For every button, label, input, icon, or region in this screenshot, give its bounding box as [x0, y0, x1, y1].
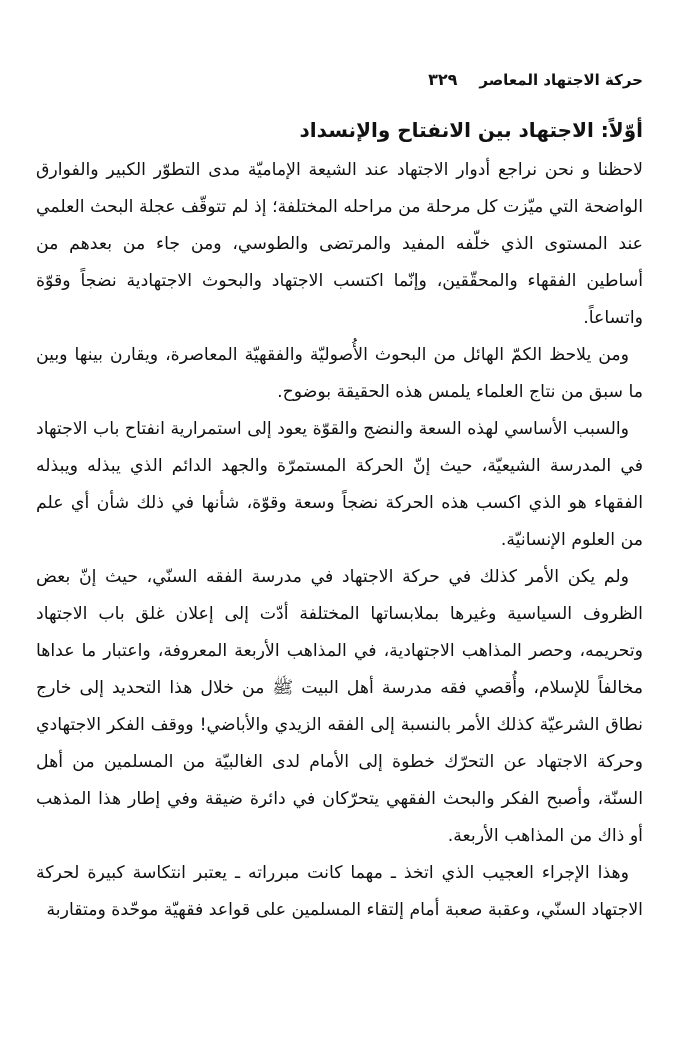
page-number: ٣٢٩ [428, 70, 458, 89]
section-title: أوّلاً: الاجتهاد بين الانفتاح والإنسداد [299, 118, 643, 142]
running-header [36, 70, 643, 100]
running-title: حركة الاجتهاد المعاصر [479, 71, 643, 89]
paragraph-1: لاحظنا و نحن نراجع أدوار الاجتهاد عند الشيعة الإماميّة مدى التطوّر الكبير والفوارق الواضحة التي ميّزت كل مرحلة من مراحله المختلفة؛ إذ لم تتوقّف عجلة البحث العلمي عند المستوى الذي خلّفه المفيد والمرتضى والطوسي، ومن جاء من بعدهم من أساطين الفقهاء والمحقّقين، وإنّما اكتسب الاجتهاد والبحوث الاجتهادية نضجاً وقوّة واتساعاً. [36, 160, 643, 328]
paragraph-4: ولم يكن الأمر كذلك في حركة الاجتهاد في مدرسة الفقه السنّي، حيث إنّ بعض الظروف السياسية وغيرها بملابساتها المختلفة أدّت إلى إعلان غلق باب الاجتهاد وتحريمه، وحصر المذاهب الاجتهادية، في المذاهب الأربعة المعروفة، واعتبار ما عداها مخالفاً للإسلام، وأُقصي فقه مدرسة أهل البيت ﷺ من خلال هذا التحديد إلى خارج نطاق الشرعيّة كذلك الأمر بالنسبة إلى الفقه الزيدي والأباضي! ووقف الفكر الاجتهادي وحركة الاجتهاد عن التحرّك خطوة إلى الأمام لدى الغالبيّة من المسلمين من أهل السنّة، وأصبح الفكر والبحث الفقهي يتحرّكان في دائرة ضيقة وفي إطار هذا المذهب أو ذاك من المذاهب الأربعة. [36, 567, 643, 846]
paragraph-2: ومن يلاحظ الكمّ الهائل من البحوث الأُصوليّة والفقهيّة المعاصرة، ويقارن بينها وبين ما سبق من نتاج العلماء يلمس هذه الحقيقة بوضوح. [36, 345, 643, 402]
page [36, 70, 643, 1013]
paragraph-3: والسبب الأساسي لهذه السعة والنضج والقوّة يعود إلى استمرارية انفتاح باب الاجتهاد في المدرسة الشيعيّة، حيث إنّ الحركة المستمرّة والجهد الدائم الذي يبذله ويبذله الفقهاء هو الذي اكسب هذه الحركة نضجاً وسعة وقوّة، شأنها في ذلك شأن أي علم من العلوم الإنسانيّة. [36, 419, 643, 550]
paragraph-5: وهذا الإجراء العجيب الذي اتخذ ـ مهما كانت مبرراته ـ يعتبر انتكاسة كبيرة لحركة الاجتهاد السنّي، وعقبة صعبة أمام إلتقاء المسلمين على قواعد فقهيّة موحّدة ومتقاربة [36, 863, 643, 920]
